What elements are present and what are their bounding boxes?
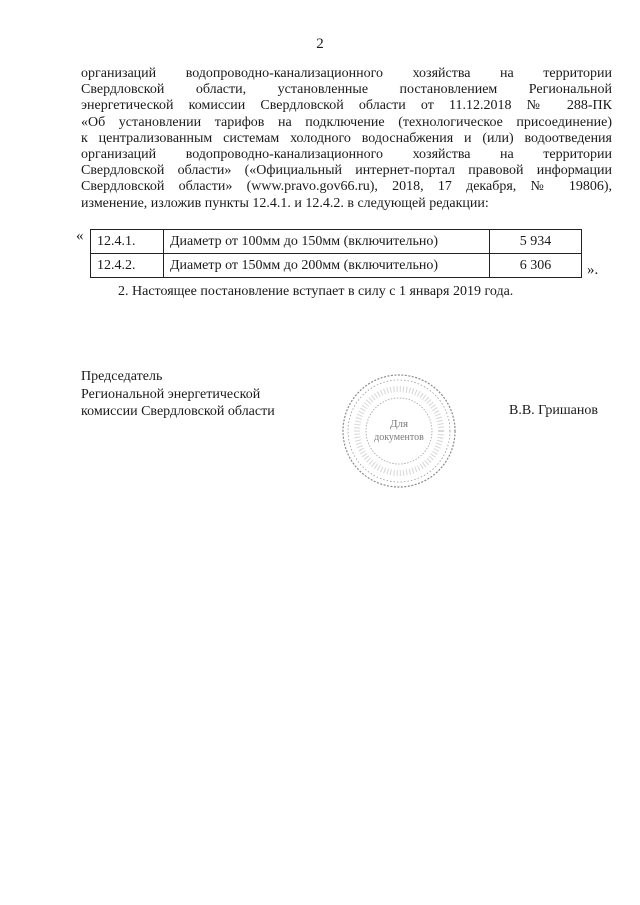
signatory-title-line: комиссии Свердловской области xyxy=(81,404,275,419)
table-cell-value: 5 934 xyxy=(490,230,582,254)
table-cell-code: 12.4.1. xyxy=(91,230,164,254)
signatory-title xyxy=(81,368,275,421)
stamp-text-line2: документов xyxy=(374,432,424,443)
body-line: организаций водопроводно-канализационного хозяйства на территории xyxy=(81,147,612,163)
body-line: Свердловской области» («Официальный интернет-портал правовой информации xyxy=(81,163,612,179)
table-row xyxy=(91,254,582,278)
body-line: энергетической комиссии Свердловской области от 11.12.2018 № 288-ПК xyxy=(81,98,612,114)
body-line: Свердловской области, установленные постановлением Региональной xyxy=(81,82,612,98)
table-cell-description: Диаметр от 100мм до 150мм (включительно) xyxy=(164,230,490,254)
quote-close-mark: ». xyxy=(587,262,599,278)
table-cell-code: 12.4.2. xyxy=(91,254,164,278)
body-paragraph xyxy=(81,66,612,212)
effective-date-paragraph: 2. Настоящее постановление вступает в силу с 1 января 2019 года. xyxy=(118,284,514,299)
quote-open-mark: « xyxy=(76,228,84,244)
body-line: «Об установлении тарифов на подключение (технологическое присоединение) xyxy=(81,114,612,130)
official-stamp xyxy=(340,372,458,490)
body-line: организаций водопроводно-канализационного хозяйства на территории xyxy=(81,66,612,81)
signatory-name: В.В. Гришанов xyxy=(509,403,598,418)
table-cell-description: Диаметр от 150мм до 200мм (включительно) xyxy=(164,254,490,278)
tariff-table xyxy=(90,229,582,278)
body-line: Свердловской области» (www.pravo.gov66.ru), 2018, 17 декабря, № 19806), xyxy=(81,179,612,195)
body-line: изменение, изложив пункты 12.4.1. и 12.4.2. в следующей редакции: xyxy=(81,195,489,211)
page-number: 2 xyxy=(316,36,324,52)
signatory-title-line: Региональной энергетической xyxy=(81,386,261,402)
body-line: к централизованным системам холодного водоснабжения и (или) водоотведения xyxy=(81,130,612,146)
table-cell-value: 6 306 xyxy=(490,254,582,278)
signatory-title-line: Председатель xyxy=(81,369,163,384)
table-row xyxy=(91,230,582,254)
stamp-text-line1: Для xyxy=(389,418,409,430)
